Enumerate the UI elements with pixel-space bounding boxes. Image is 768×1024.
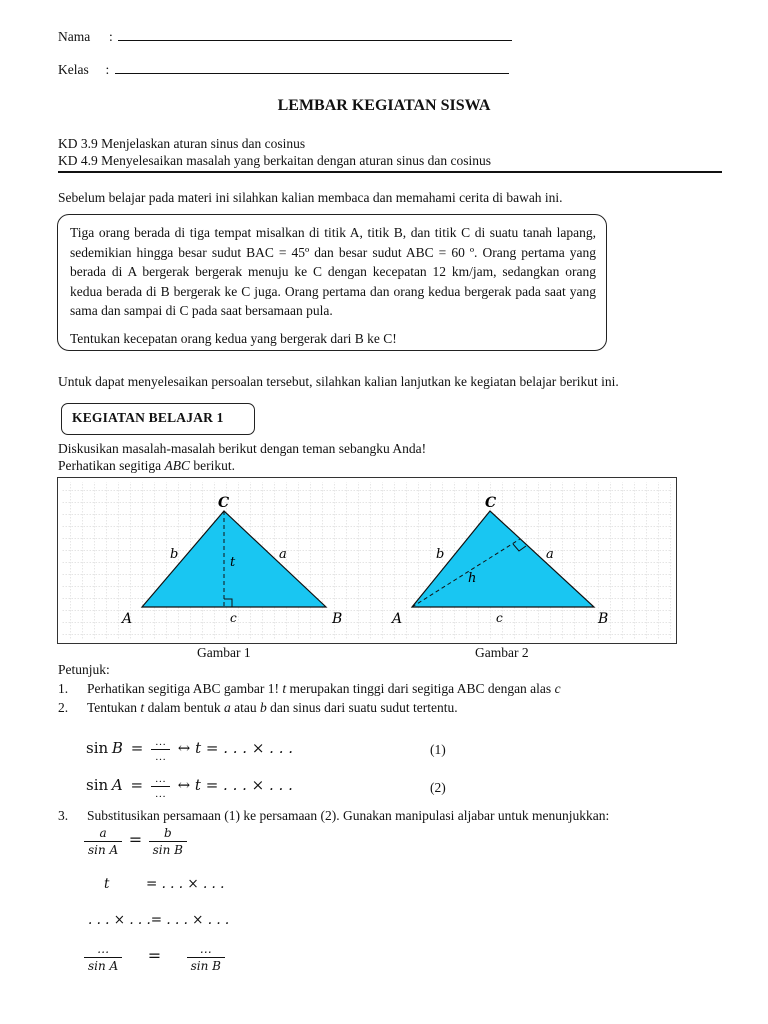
equation-1-tag: (1) xyxy=(430,742,446,757)
step-2: . . . × . . .= . . . × . . . xyxy=(88,912,230,928)
kelas-colon: : xyxy=(105,62,110,77)
intro-text: Sebelum belajar pada materi ini silahkan kalian membaca dan memahami cerita di bawah ini. xyxy=(58,190,563,205)
fig1-label-b: b xyxy=(170,547,179,562)
fig1-label-c: c xyxy=(230,611,237,625)
final-frac-left: $\frac{\dots}{\text{sin A}}$ xyxy=(84,942,122,973)
story-box xyxy=(57,214,607,351)
triangle-figure xyxy=(57,477,677,644)
final-frac-right: $\frac{\dots}{\text{sin B}}$ xyxy=(187,942,225,973)
fig1-label-a: a xyxy=(279,547,287,562)
target-frac-left: $\frac{a}{\text{sin A}}$ xyxy=(84,826,122,857)
petunjuk-item-1: 1. Perhatikan segitiga ABC gambar 1! t merupakan tinggi dari segitiga ABC dengan alas c xyxy=(58,681,561,696)
story-paragraph-1: Tiga orang berada di tiga tempat misalkan di titik A, titik B, dan titik C di suatu tanah lapang, sedemikian hingga besar sudut BAC = 45º dan besar sudut ABC = 60 º. Orang pertama yang berada di A bergerak bergerak menuju ke C dengan kecepatan 12 km/jam, sedangkan orang kedua berada di B bergerak ke C juga. Orang pertama dan orang kedua bergerak pada saat yang sama dan sampai di C pada saat bersamaan pula. xyxy=(70,225,596,319)
fig2-label-b: b xyxy=(436,547,445,562)
fig1-label-A: A xyxy=(122,611,133,627)
fig2-label-a: a xyxy=(546,547,554,562)
nama-row xyxy=(58,28,512,45)
story-paragraph-2: Tentukan kecepatan orang kedua yang bergerak dari B ke C! xyxy=(70,330,397,346)
kelas-label: Kelas xyxy=(58,62,89,77)
petunjuk-item-2: 2. Tentukan t dalam bentuk a atau b dan sinus dari suatu sudut tertentu. xyxy=(58,700,458,715)
fig2-label-C: C xyxy=(485,495,497,511)
petunjuk-item-3: 3. Substitusikan persamaan (1) ke persamaan (2). Gunakan manipulasi aljabar untuk menunjukkan: xyxy=(58,808,610,823)
grid-background xyxy=(62,482,672,639)
equation-2: sin A = $\frac{\dots}{\dots}$ ↔ t = . . . × . . . xyxy=(86,773,293,800)
eq2-fraction: $\frac{\dots}{\dots}$ xyxy=(151,773,170,800)
target-identity: $\frac{a}{\text{sin A}}$ = $\frac{b}{\text{sin B}}$ xyxy=(84,826,187,857)
triangle-diagram xyxy=(58,478,676,643)
kd-line-2: KD 4.9 Menyelesaikan masalah yang berkaitan dengan aturan sinus dan cosinus xyxy=(58,153,492,168)
petunjuk-label: Petunjuk: xyxy=(58,662,110,677)
step-1-rhs: = . . . × . . . xyxy=(146,876,225,892)
fig2-label-A: A xyxy=(392,611,403,627)
kelas-fill-line[interactable] xyxy=(115,61,509,74)
target-frac-right: $\frac{b}{\text{sin B}}$ xyxy=(149,826,187,857)
page-title: LEMBAR KEGIATAN SISWA xyxy=(277,97,491,114)
continue-text: Untuk dapat menyelesaikan persoalan tersebut, silahkan kalian lanjutkan ke kegiatan belajar berikut ini. xyxy=(58,374,619,389)
fig1-label-C: C xyxy=(218,495,230,511)
fig2-label-c: c xyxy=(496,611,503,625)
fig2-label-h: h xyxy=(468,571,477,586)
kelas-row xyxy=(58,61,509,78)
nama-label: Nama xyxy=(58,29,91,44)
caption-gambar-1: Gambar 1 xyxy=(197,645,251,660)
fig1-label-B: B xyxy=(332,611,343,627)
caption-gambar-2: Gambar 2 xyxy=(475,645,529,660)
kd-line-1: KD 3.9 Menjelaskan aturan sinus dan cosinus xyxy=(58,136,306,151)
eq1-fraction: $\frac{\dots}{\dots}$ xyxy=(151,736,170,763)
final-identity: $\frac{\dots}{\text{sin A}}$ = $\frac{\dots}{\text{sin B}}$ xyxy=(84,942,225,973)
nama-colon: : xyxy=(108,29,113,44)
step-1-t: t xyxy=(104,876,110,892)
equation-2-tag: (2) xyxy=(430,780,446,795)
kegiatan-belajar-title: KEGIATAN BELAJAR 1 xyxy=(61,403,255,435)
discuss-text: Diskusikan masalah-masalah berikut dengan teman sebangku Anda! xyxy=(58,441,427,456)
fig2-label-B: B xyxy=(598,611,609,627)
fig1-label-t: t xyxy=(230,555,236,570)
nama-fill-line[interactable] xyxy=(118,28,512,41)
equation-1: sin B = $\frac{\dots}{\dots}$ ↔ t = . . . × . . . xyxy=(86,736,294,763)
divider xyxy=(58,171,722,173)
observe-text: Perhatikan segitiga ABC berikut. xyxy=(58,458,235,473)
